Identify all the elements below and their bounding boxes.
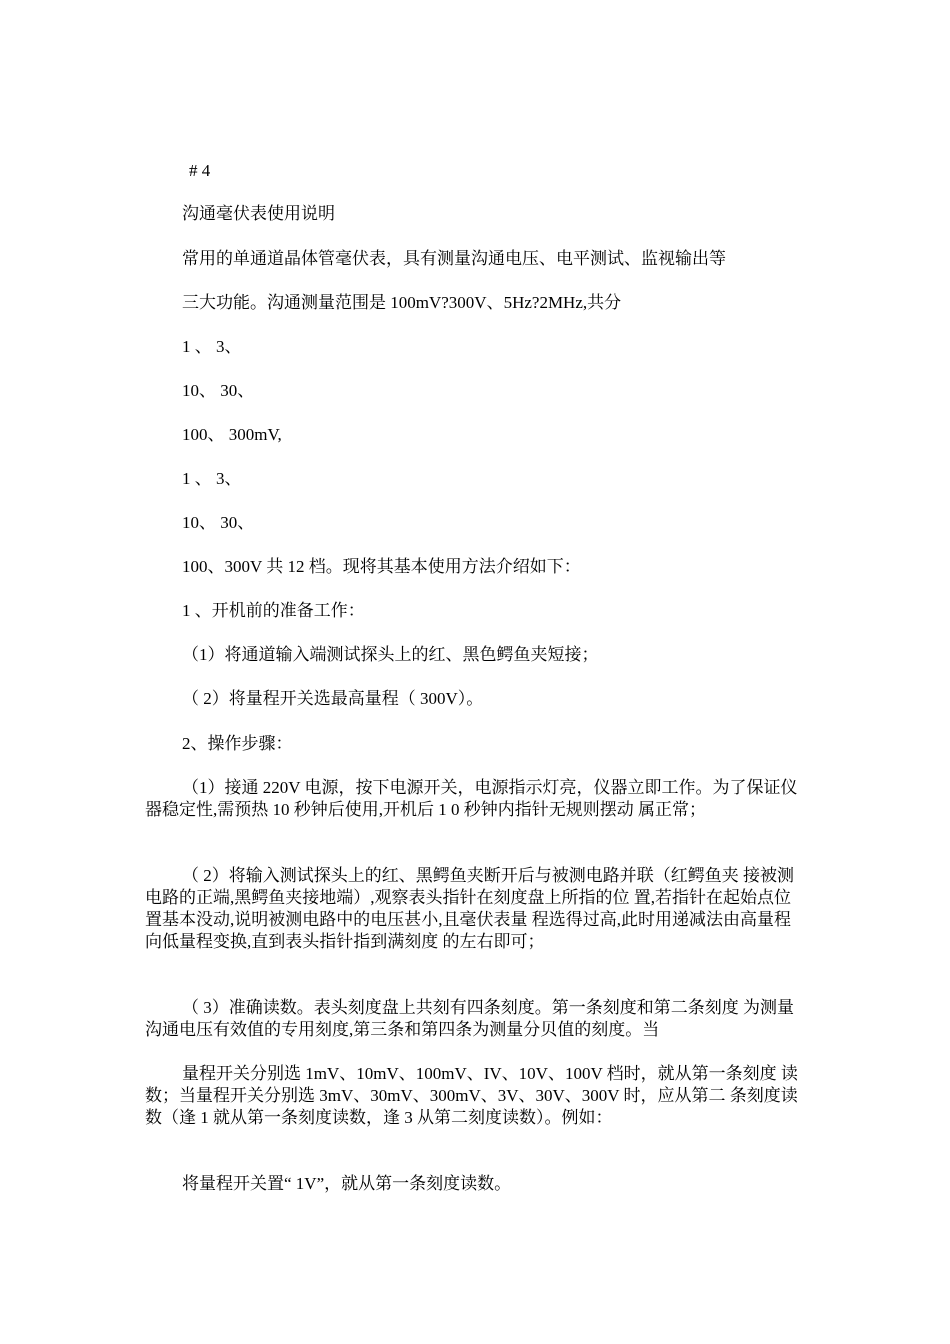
paragraph: 量程开关分别选 1mV、10mV、100mV、IV、10V、100V 档时，就从第一条刻度 读数；当量程开关分别选 3mV、30mV、300mV、3V、30V、300V 时，应从第二 条刻度读数（逢 1 就从第一条刻度读数，逢 3 从第二刻度读数）。例如： bbox=[145, 1064, 798, 1127]
paragraph: （1）接通 220V 电源，按下电源开关，电源指示灯亮，仪器立即工作。为了保证仪器稳定性,需预热 10 秒钟后使用,开机后 1 0 秒钟内指针无规则摆动 属正常； bbox=[145, 778, 798, 819]
paragraph: （ 3）准确读数。表头刻度盘上共刻有四条刻度。第一条刻度和第二条刻度 为测量沟通电压有效值的专用刻度,第三条和第四条为测量分贝值的刻度。当 bbox=[145, 998, 794, 1039]
paragraph: （ 2）将输入测试探头上的红、黑鳄鱼夹断开后与被测电路并联（红鳄鱼夹 接被测电路的正端,黑鳄鱼夹接地端）,观察表头指针在刻度盘上所指的位 置,若指针在起始点位置基本没动,说明被测电路中的电压甚小,且毫伏表量 程选得过高,此时用递减法由高量程向低量程变换,直到表头指针指到满刻度 的左右即可； bbox=[145, 866, 794, 951]
section-heading: 2、操作步骤： bbox=[182, 734, 293, 753]
section-heading: 1 、开机前的准备工作： bbox=[182, 601, 365, 620]
text-line: 100、 300mV, bbox=[182, 425, 282, 444]
text-line: 1 、 3、 bbox=[182, 469, 242, 488]
text-line: 10、 30、 bbox=[182, 513, 255, 532]
text-line: 三大功能。沟通测量范围是 100mV?300V、5Hz?2MHz,共分 bbox=[182, 293, 622, 312]
text-line: 1 、 3、 bbox=[182, 337, 242, 356]
text-line: （1）将通道输入端测试探头上的红、黑色鳄鱼夹短接； bbox=[182, 645, 599, 664]
document-title: 沟通毫伏表使用说明 bbox=[182, 204, 335, 223]
paragraph: 将量程开关置“ 1V”，就从第一条刻度读数。 bbox=[182, 1174, 512, 1193]
text-line: （ 2）将量程开关选最高量程（ 300V）。 bbox=[182, 689, 484, 708]
text-line: 100、300V 共 12 档。现将其基本使用方法介绍如下： bbox=[182, 557, 581, 576]
heading-number: # 4 bbox=[189, 161, 211, 180]
text-line: 10、 30、 bbox=[182, 381, 255, 400]
text-line: 常用的单通道晶体管毫伏表，具有测量沟通电压、电平测试、监视输出等 bbox=[182, 249, 726, 268]
